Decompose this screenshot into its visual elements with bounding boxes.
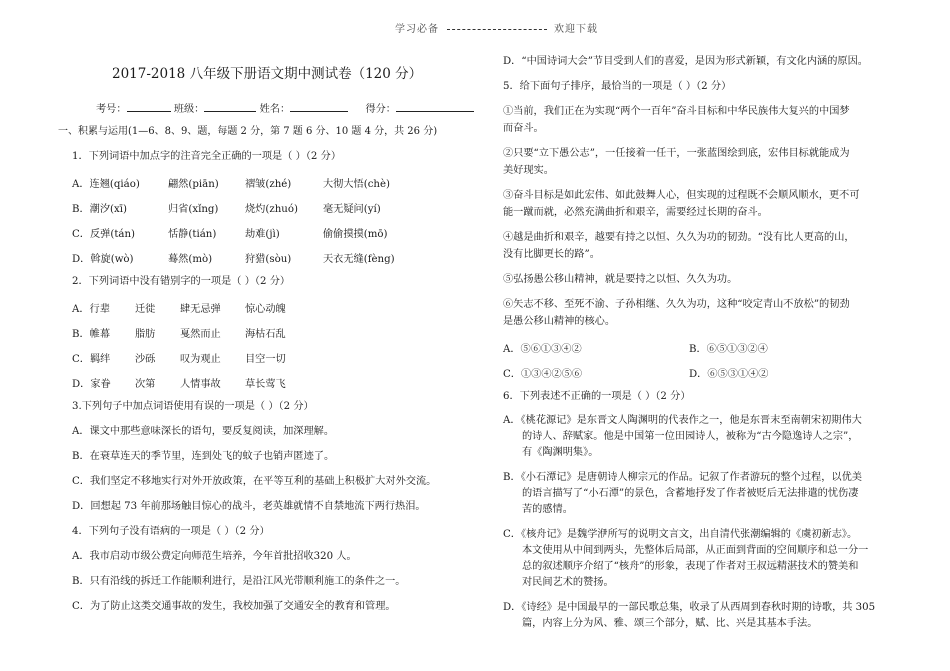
q1-a-2: 翩然(piān) (168, 179, 219, 190)
q2-a-1: A．行辈 (72, 304, 110, 315)
q1-b-2: 归省(xǐng) (168, 204, 219, 215)
q5-sentence-2b: 美好现实。 (503, 165, 554, 176)
q2-a-3: 肆无忌弹 (180, 304, 221, 315)
q3-option-a: A．课文中那些意味深长的语句，要反复阅读，加深理解。 (72, 426, 335, 437)
q6-c-line-4: 对民间艺术的赞扬。 (522, 577, 614, 588)
q1-c-2: 恬静(tián) (168, 229, 217, 240)
q6-b-line-2: 的语言描写了“小石潭”的景色，含蓄地抒发了作者被贬后无法排遣的忧伤凄 (522, 488, 859, 499)
q3-option-b: B．在衰草连天的季节里，连到处飞的蚊子也销声匿迹了。 (72, 451, 335, 462)
header-left: 学习必备 (395, 24, 439, 35)
q3-stem: 3.下列句子中加点词语使用有误的一项是（ ）（2 分） (72, 401, 314, 412)
q6-a-line-1: A．《桃花源记》是东晋文人陶渊明的代表作之一，他是东晋末至南朝宋初期伟大 (503, 415, 862, 426)
q5-sentence-4b: 没有比脚更长的路”。 (503, 249, 600, 260)
q2-d-1: D．家眷 (72, 379, 111, 390)
name-label: 姓名： (259, 104, 291, 115)
q2-d-3: 人情事故 (180, 379, 221, 390)
class-label: 班级： (173, 104, 205, 115)
q5-sentence-1b: 而奋斗。 (503, 123, 544, 134)
exam-no-field[interactable] (127, 101, 171, 112)
q6-c-line-2: 本文使用从中间到两头，先整体后局部，从正面到背面的空间顺序和总一分一 (522, 545, 869, 556)
q6-a-line-2: 的诗人、辞赋家。他是中国第一位田园诗人，被称为“古今隐逸诗人之宗”， (522, 431, 859, 442)
q6-c-line-3: 总的叙述顺序介绍了“核舟”的形象，表现了作者对王叔远精湛技术的赞美和 (522, 561, 859, 572)
q6-b-line-1: B．《小石潭记》是唐朝诗人柳宗元的作品。记叙了作者游玩的整个过程，以优美 (503, 472, 862, 483)
q6-d-line-2: 篇，内容上分为风、雅、颂三个部分，赋、比、兴是其基本手法。 (522, 618, 818, 629)
q5-option-c: C．①③④②⑤⑥ (503, 369, 583, 380)
q5-option-d: D．⑥⑤③①④② (689, 369, 769, 380)
q4-option-a: A．我市启动市级公费定向师范生培养，今年首批招收320 人。 (72, 551, 357, 562)
class-field[interactable] (204, 101, 256, 112)
q6-a-line-3: 有《陶渊明集》。 (522, 447, 599, 458)
score-field[interactable] (396, 101, 474, 112)
q5-option-b: B．⑥⑤①③②④ (689, 344, 768, 355)
q1-d-4: 天衣无缝(fèng) (323, 254, 395, 265)
q5-sentence-3b: 能一蹴而就，必然充满曲折和艰辛，需要经过长期的奋斗。 (503, 207, 768, 218)
q2-a-2: 迁徙 (135, 304, 156, 315)
q3-option-d: D．回想起 73 年前那场触目惊心的战斗，老英雄就情不自禁地流下两行热泪。 (72, 501, 426, 512)
q1-d-3: 狩猎(sòu) (245, 254, 292, 265)
q2-stem: 2．下列词语中没有错别字的一项是（ ）（2 分） (72, 276, 291, 287)
q5-stem: 5．给下面句子排序，最恰当的一项是（ ）（2 分） (503, 81, 732, 92)
page-title: 2017-2018 八年级下册语文期中测试卷（120 分） (112, 66, 423, 82)
q6-d-line-1: D．《诗经》是中国最早的一部民歌总集，收录了从西周到春秋时期的诗歌，共 305 (503, 602, 876, 613)
section-heading: 一、积累与运用(1—6、8、9、题，每题 2 分，第 7 题 6 分、10 题 4 分，共 26 分) (58, 126, 438, 137)
q2-c-4: 目空一切 (245, 354, 286, 365)
name-field[interactable] (290, 101, 348, 112)
q1-a-4: 大彻大悟(chè) (323, 179, 390, 190)
student-info-row (96, 101, 474, 117)
q4-stem: 4．下列句子没有语病的一项是（ ）（2 分） (72, 526, 270, 537)
page-header (395, 20, 598, 35)
q5-sentence-2a: ②只要“立下愚公志”，一任接着一任干，一张蓝图绘到底，宏伟目标就能成为 (503, 148, 850, 159)
q4-option-d: D．“中国诗词大会”节目受到人们的喜爱，是因为形式新颖，有文化内涵的原因。 (503, 56, 868, 67)
q2-b-1: B．帷幕 (72, 329, 111, 340)
header-right: 欢迎下载 (554, 24, 598, 35)
q1-a-1: A．连翘(qiáo) (72, 179, 140, 190)
q2-a-4: 惊心动魄 (245, 304, 286, 315)
q4-option-b: B．只有沿线的拆迁工作能顺利进行，是沿江风光带顺利施工的条件之一。 (72, 576, 406, 587)
header-divider (447, 29, 547, 30)
q1-a-3: 褶皱(zhé) (245, 179, 292, 190)
q1-stem: 1．下列词语中加点字的注音完全正确的一项是（ ）（2 分） (72, 151, 342, 162)
q6-b-line-3: 苦的感情。 (522, 504, 573, 515)
q1-d-1: D．斡旋(wò) (72, 254, 134, 265)
q2-d-4: 草长莺飞 (245, 379, 286, 390)
q2-b-3: 戛然而止 (180, 329, 221, 340)
q1-b-4: 毫无疑问(yí) (323, 204, 381, 215)
q2-c-1: C．羁绊 (72, 354, 111, 365)
exam-no-label: 考号： (96, 104, 127, 115)
q1-b-3: 烧灼(zhuó) (245, 204, 298, 215)
q1-c-4: 偷偷摸摸(mō) (323, 229, 388, 240)
q5-sentence-4a: ④越是曲折和艰辛，越要有持之以恒、久久为功的韧劲。“没有比人更高的山， (503, 232, 855, 243)
q1-d-2: 蓦然(mò) (168, 254, 213, 265)
q3-option-c: C．我们坚定不移地实行对外开放政策，在平等互利的基础上积极扩大对外交流。 (72, 476, 437, 487)
q6-c-line-1: C．《核舟记》是魏学洢所写的说明文言文，出自清代张潮编辑的《虞初新志》。 (503, 529, 858, 540)
q6-stem: 6．下列表述不正确的一项是（ ）（2 分） (503, 391, 691, 402)
q2-d-2: 次第 (135, 379, 156, 390)
q5-sentence-6a: ⑥矢志不移、至死不渝、子孙相继、久久为功，这种“咬定青山不放松”的韧劲 (503, 299, 850, 310)
q1-b-1: B．潮汐(xī) (72, 204, 128, 215)
q2-b-4: 海枯石乱 (245, 329, 286, 340)
q5-sentence-1a: ①当前，我们正在为实现“两个一百年”奋斗目标和中华民族伟大复兴的中国梦 (503, 106, 850, 117)
q5-sentence-5: ⑤弘扬愚公移山精神，就是要持之以恒、久久为功。 (503, 274, 738, 285)
q4-option-c: C．为了防止这类交通事故的发生，我校加强了交通安全的教育和管理。 (72, 601, 396, 612)
q2-c-3: 叹为观止 (180, 354, 221, 365)
q1-c-3: 劫难(jì) (245, 229, 280, 240)
q2-c-2: 沙砾 (135, 354, 156, 365)
q5-sentence-3a: ③奋斗目标是如此宏伟、如此鼓舞人心，但实现的过程既不会顺风顺水，更不可 (503, 190, 860, 201)
score-label: 得分： (365, 104, 396, 115)
q2-b-2: 脂肪 (135, 329, 156, 340)
q5-option-a: A．⑤⑥①③④② (503, 344, 582, 355)
q1-c-1: C．反弹(tán) (72, 229, 136, 240)
q5-sentence-6b: 是愚公移山精神的核心。 (503, 316, 616, 327)
